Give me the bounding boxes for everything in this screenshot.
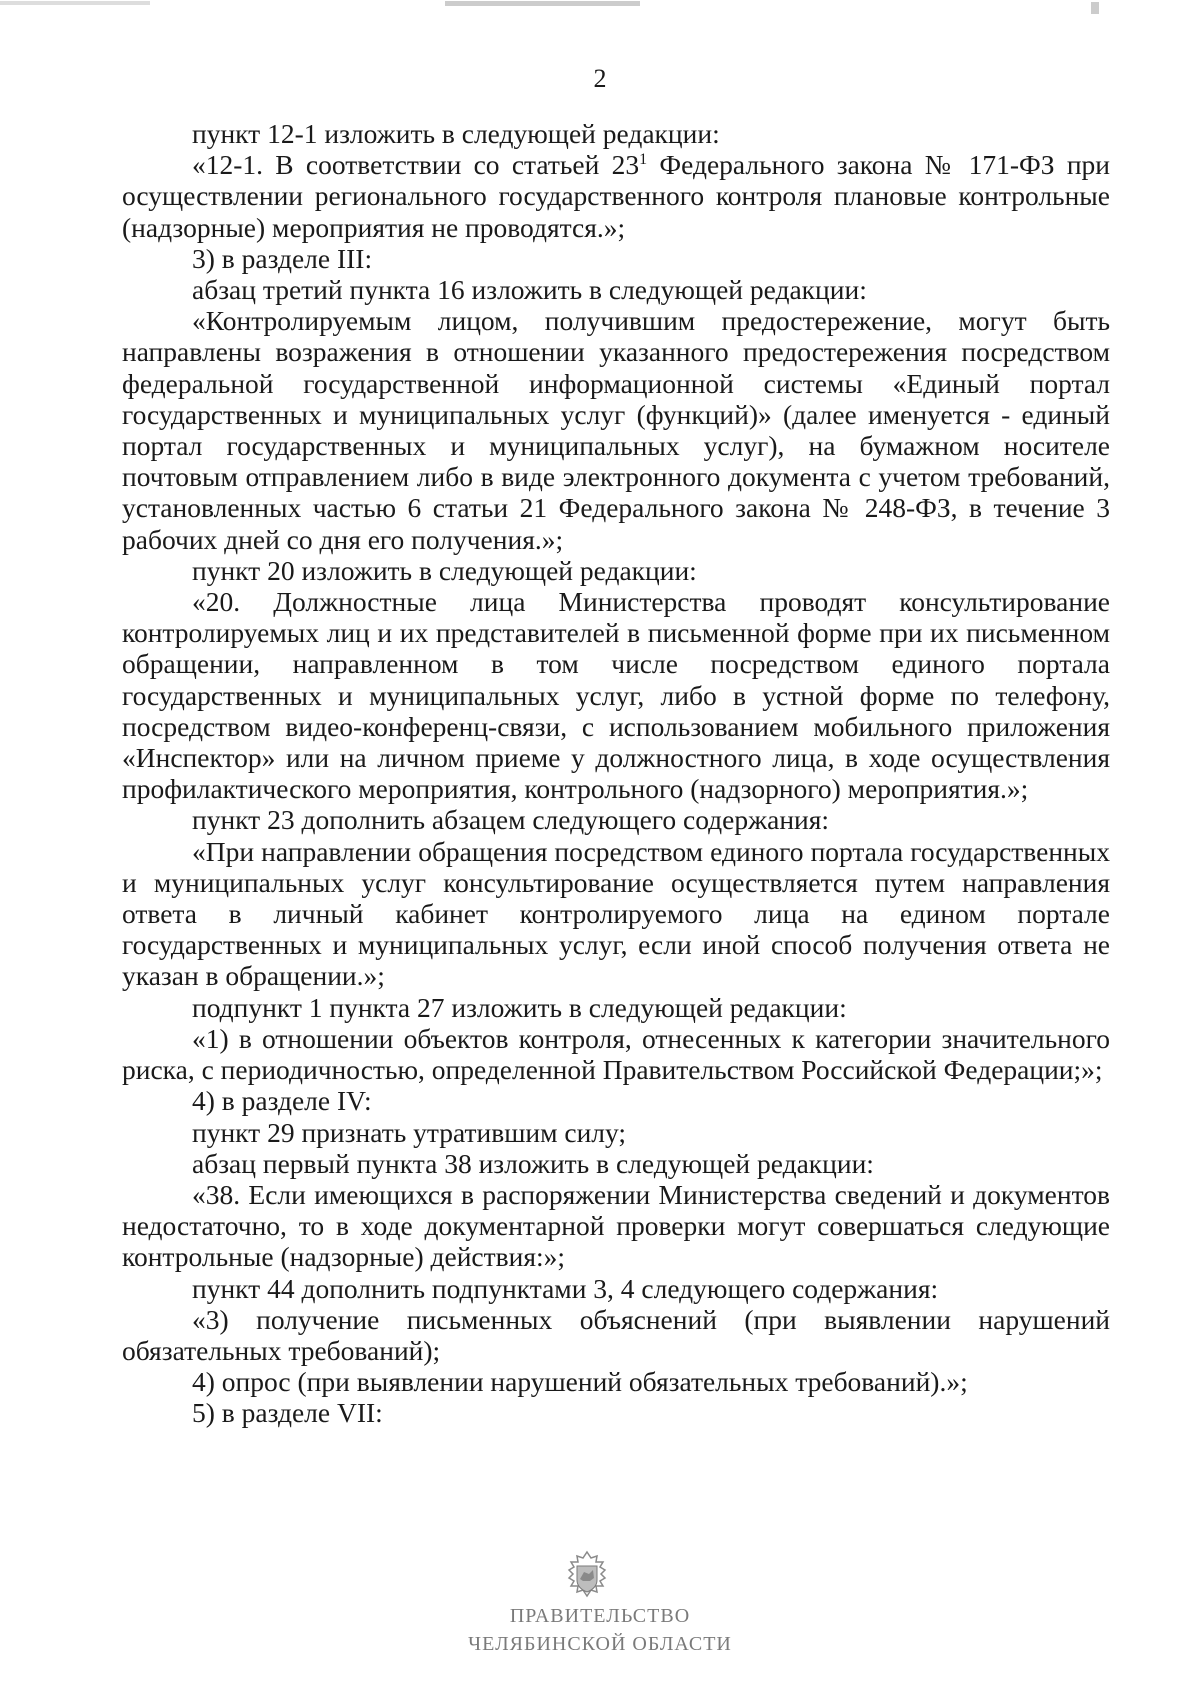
paragraph: пункт 12-1 изложить в следующей редакции: [192, 118, 720, 149]
coat-of-arms-icon [565, 1550, 609, 1602]
paragraph: пункт 20 изложить в следующей редакции: [192, 554, 697, 586]
paragraph-12-1 [122, 149, 1110, 243]
paragraph: «Контролируемым лицом, получившим предостережение, могут быть направлены возражения в отношении указанного предостережения посредством федеральной государственной информационной системы «Единый портал государственных и муниципальных услуг (функций)» (далее именуется - единый портал государственных и муниципальных услуг), на бумажном носителе почтовым отправлением либо в виде электронного документа с учетом требований, установленных частью 6 статьи 21 Федерального закона № 248-ФЗ, в течение 3 рабочих дней со дня его получения.»; [122, 305, 1110, 555]
document-body [122, 118, 1110, 1429]
paragraph: абзац третий пункта 16 изложить в следующей редакции: [192, 274, 867, 306]
paragraph: пункт 44 дополнить подпунктами 3, 4 следующего содержания: [192, 1272, 939, 1304]
paragraph: 5) в разделе VII: [192, 1397, 383, 1429]
scan-artifact-center [445, 0, 640, 8]
stamp-line-2: ЧЕЛЯБИНСКОЙ ОБЛАСТИ [468, 1633, 732, 1655]
paragraph: «38. Если имеющихся в распоряжении Министерства сведений и документов недостаточно, то в ходе документарной проверки могут совершаться следующие контрольные (надзорные) действия:»; [122, 1178, 1110, 1273]
scan-artifact-right [1088, 0, 1102, 18]
paragraph: абзац первый пункта 38 изложить в следующей редакции: [192, 1147, 874, 1179]
paragraph-text-after-sup: Федерального закона № 171-ФЗ при осуществлении регионального государственного контроля плановые контрольные (надзорные) мероприятия не проводятся.»; [122, 149, 1110, 243]
superscript: 1 [639, 151, 648, 169]
paragraph: 4) опрос (при выявлении нарушений обязательных требований).»; [192, 1366, 968, 1398]
paragraph: подпункт 1 пункта 27 изложить в следующей редакции: [192, 991, 847, 1023]
scan-artifact-left [0, 0, 150, 8]
stamp-line-1: ПРАВИТЕЛЬСТВО [509, 1605, 691, 1627]
paragraph: 4) в разделе IV: [192, 1085, 372, 1117]
paragraph: «3) получение письменных объяснений (при выявлении нарушений обязательных требований); [122, 1303, 1110, 1366]
paragraph: «20. Должностные лица Министерства проводят консультирование контролируемых лиц и их представителей в письменной форме при их письменном обращении, направленном в том числе посредством единого портала государственных и муниципальных услуг, либо в устной форме по телефону, посредством видео-конференц-связи, с использованием мобильного приложения «Инспектор» или на личном приеме у должностного лица, в ходе осуществления профилактического мероприятия, контрольного (надзорного) мероприятия.»; [122, 586, 1110, 805]
paragraph: пункт 29 признать утратившим силу; [192, 1116, 627, 1148]
paragraph: «При направлении обращения посредством единого портала государственных и муниципальных услуг консультирование осуществляется путем направления ответа в личный кабинет контролируемого лица на едином портале государственных и муниципальных услуг, если иной способ получения ответа не указан в обращении.»; [122, 835, 1110, 992]
page-number: 2 [593, 64, 607, 93]
paragraph-text-before-sup: «12-1. В соответствии со статьей 23 [192, 149, 640, 181]
paragraph: «1) в отношении объектов контроля, отнесенных к категории значительного риска, с периодичностью, определенной Правительством Российской Федерации;»; [122, 1022, 1110, 1086]
paragraph: 3) в разделе III: [192, 242, 373, 274]
paragraph: пункт 23 дополнить абзацем следующего содержания: [192, 804, 830, 836]
